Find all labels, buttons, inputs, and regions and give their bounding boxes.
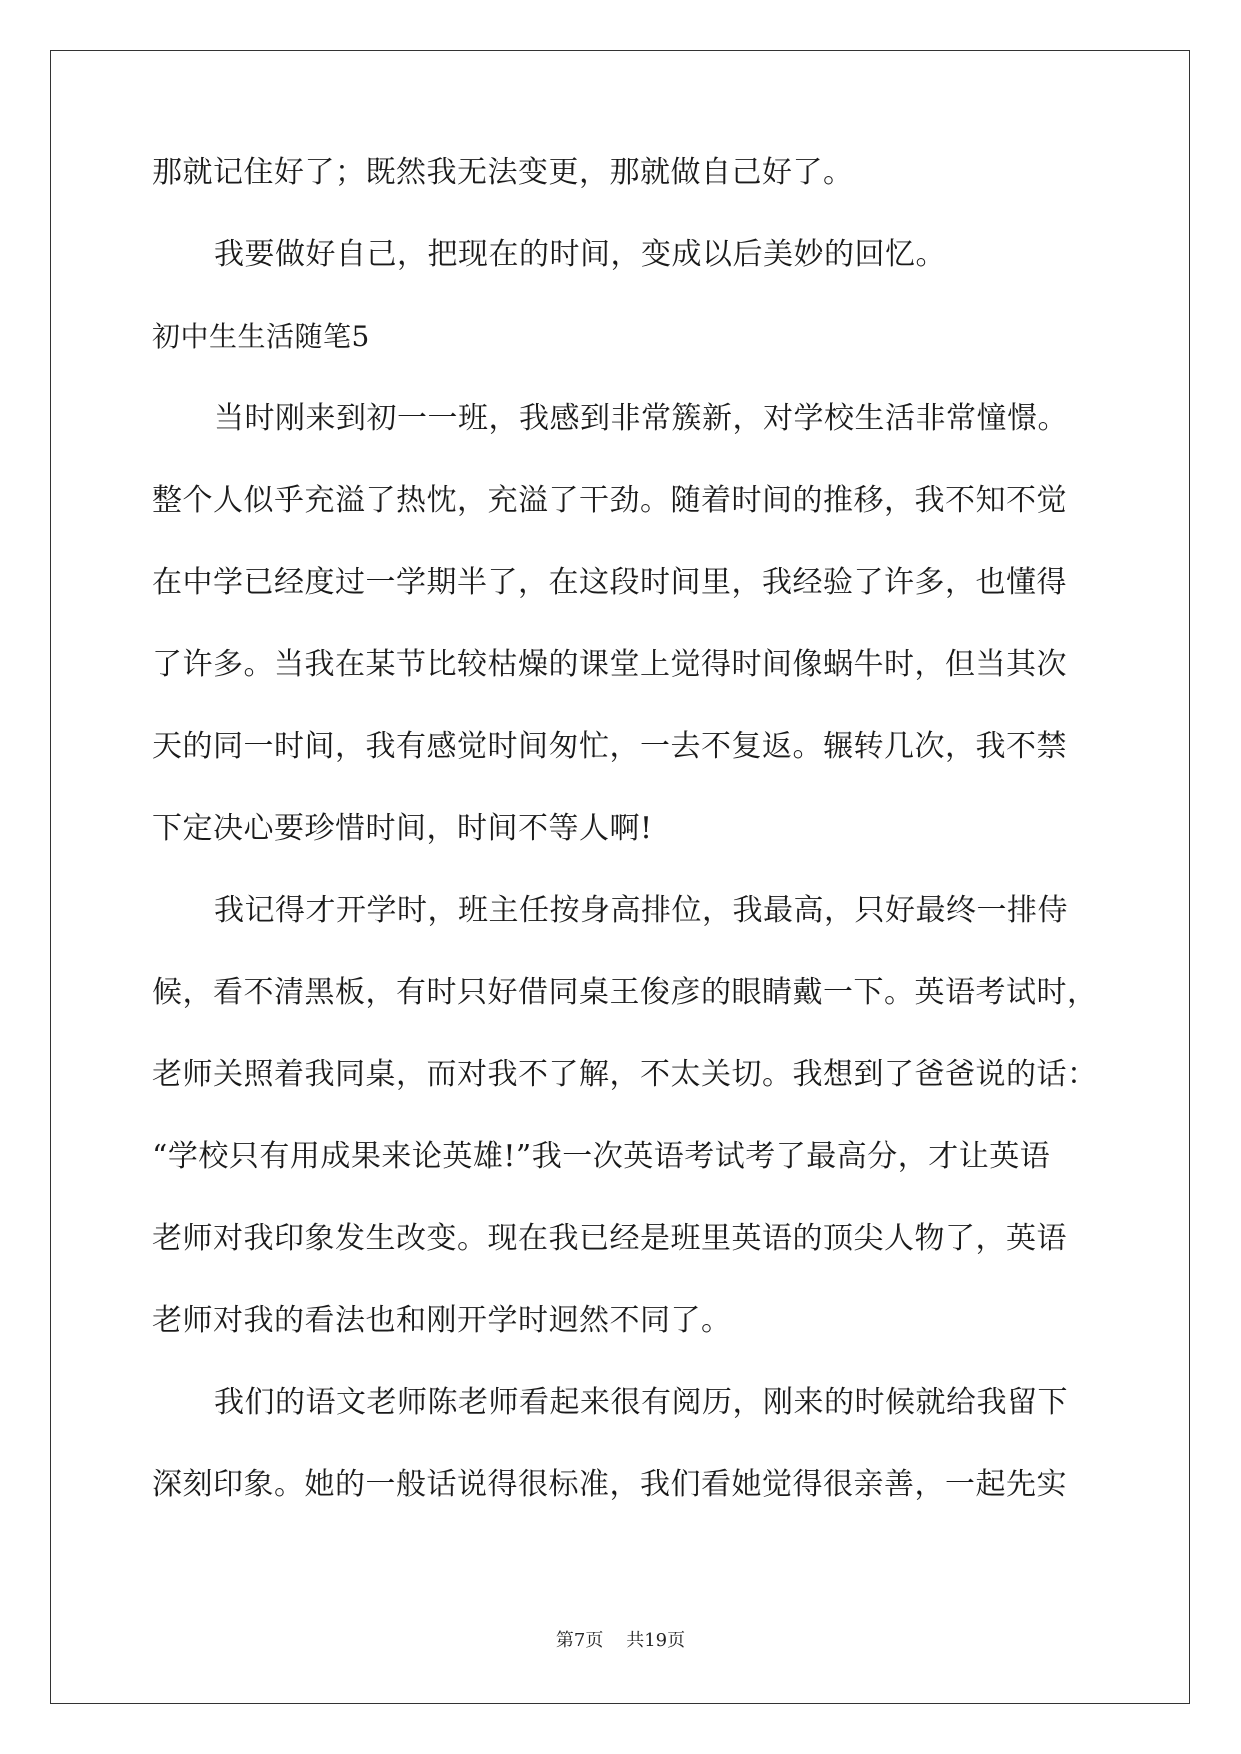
page-footer (0, 1630, 1241, 1652)
text-line: 在中学已经度过一学期半了，在这段时间里，我经验了许多，也懂得 (152, 565, 1067, 600)
text-line: 老师关照着我同桌，而对我不了解，不太关切。我想到了爸爸说的话： (152, 1057, 1098, 1092)
text-line: 老师对我的看法也和刚开学时迥然不同了。 (152, 1303, 732, 1338)
page-total: 共19页 (626, 1630, 686, 1651)
text-line: 天的同一时间，我有感觉时间匆忙，一去不复返。辗转几次，我不禁 (152, 729, 1067, 764)
text-line: 深刻印象。她的一般话说得很标准，我们看她觉得很亲善，一起先实 (152, 1467, 1067, 1502)
text-line: 了许多。当我在某节比较枯燥的课堂上觉得时间像蜗牛时，但当其次 (152, 647, 1067, 682)
text-line: 下定决心要珍惜时间，时间不等人啊! (152, 811, 653, 846)
text-line: 整个人似乎充溢了热忱，充溢了干劲。随着时间的推移，我不知不觉 (152, 483, 1067, 518)
text-line: 我们的语文老师陈老师看起来很有阅历，刚来的时候就给我留下 (214, 1385, 1068, 1420)
text-line: 我记得才开学时，班主任按身高排位，我最高，只好最终一排侍 (214, 893, 1068, 928)
text-line: 我要做好自己，把现在的时间，变成以后美妙的回忆。 (214, 237, 946, 272)
text-line: 那就记住好了；既然我无法变更，那就做自己好了。 (152, 155, 854, 190)
text-line: 老师对我印象发生改变。现在我已经是班里英语的顶尖人物了，英语 (152, 1221, 1067, 1256)
text-line: 当时刚来到初一一班，我感到非常簇新，对学校生活非常憧憬。 (214, 401, 1068, 436)
document-body (152, 155, 1098, 1549)
section-heading: 初中生生活随笔5 (152, 320, 370, 353)
page-number: 第7页 (555, 1630, 604, 1651)
text-line: “学校只有用成果来论英雄!”我一次英语考试考了最高分，才让英语 (152, 1139, 1051, 1174)
text-line: 候，看不清黑板，有时只好借同桌王俊彦的眼睛戴一下。英语考试时， (152, 975, 1098, 1010)
